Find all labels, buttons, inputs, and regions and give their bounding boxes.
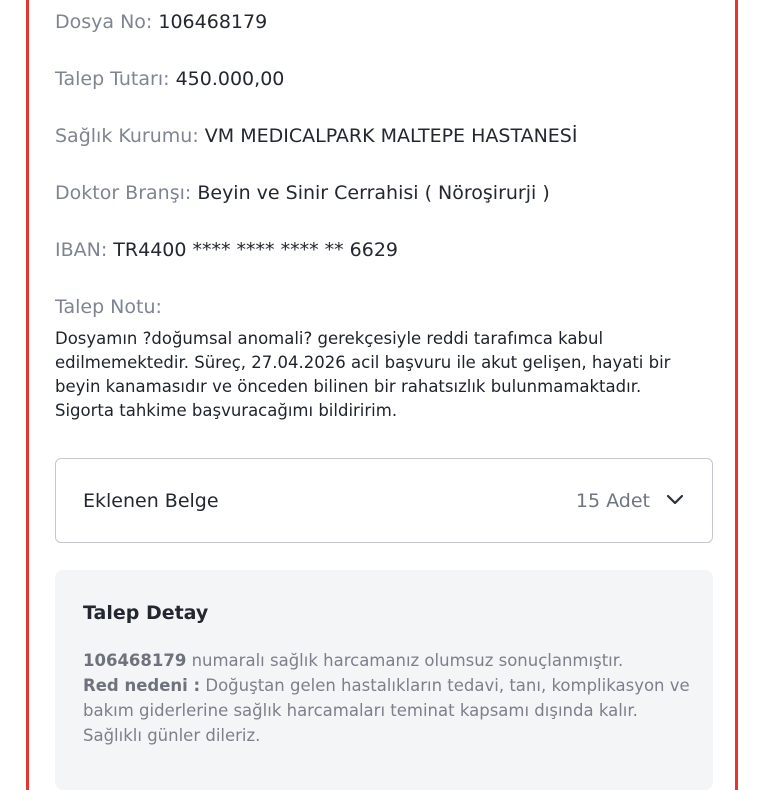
file-no-value: 106468179 [158, 11, 268, 33]
iban-value: TR4400 **** **** **** ** 6629 [113, 239, 399, 261]
detail-file-no: 106468179 [83, 651, 187, 670]
claim-amount-label: Talep Tutarı: [55, 68, 170, 90]
claim-note-text: Dosyamın ?doğumsal anomali? gerekçesiyle reddi tarafımca kabul edilmemektedir. Süreç, 27.04.2026 acil başvuru ile akut gelişen, hayati bir beyin kanamasıdır ve önceden bilinen bir rahatsızlık bulunmamaktadır. Sigorta tahkime başvuracağımı bildiririm. [55, 329, 671, 420]
doctor-branch-value: Beyin ve Sinir Cerrahisi ( Nöroşirurji ) [197, 182, 550, 204]
claim-amount-value: 450.000,00 [175, 68, 285, 90]
file-no-label: Dosya No: [55, 11, 153, 33]
iban-row [55, 237, 398, 263]
detail-reason-text: Doğuştan gelen hastalıkların tedavi, tanı, komplikasyon ve bakım giderlerine sağlık harcamaları teminat kapsamı dışında kalır. [83, 676, 690, 720]
iban-label: IBAN: [55, 239, 108, 261]
claim-detail-title: Talep Detay [83, 602, 209, 624]
claim-amount-row [55, 66, 284, 92]
file-no-row [55, 9, 267, 35]
detail-result-text: numaralı sağlık harcamanız olumsuz sonuçlanmıştır. [186, 651, 624, 670]
detail-reason-label: Red nedeni : [83, 676, 201, 695]
health-institution-value: VM MEDICALPARK MALTEPE HASTANESİ [204, 125, 578, 147]
doctor-branch-label: Doktor Branşı: [55, 182, 192, 204]
detail-closing: Sağlıklı günler dileriz. [83, 726, 261, 745]
attached-documents-dropdown[interactable] [55, 458, 713, 543]
health-institution-label: Sağlık Kurumu: [55, 125, 199, 147]
chevron-down-icon[interactable] [665, 490, 685, 510]
doctor-branch-row [55, 180, 550, 206]
health-institution-row [55, 123, 577, 149]
claim-detail-panel [55, 570, 713, 790]
claim-note-label: Talep Notu: [55, 296, 162, 318]
attached-documents-title: Eklenen Belge [83, 490, 219, 512]
attached-documents-count: 15 Adet [575, 490, 650, 512]
claim-detail-body [83, 648, 693, 748]
